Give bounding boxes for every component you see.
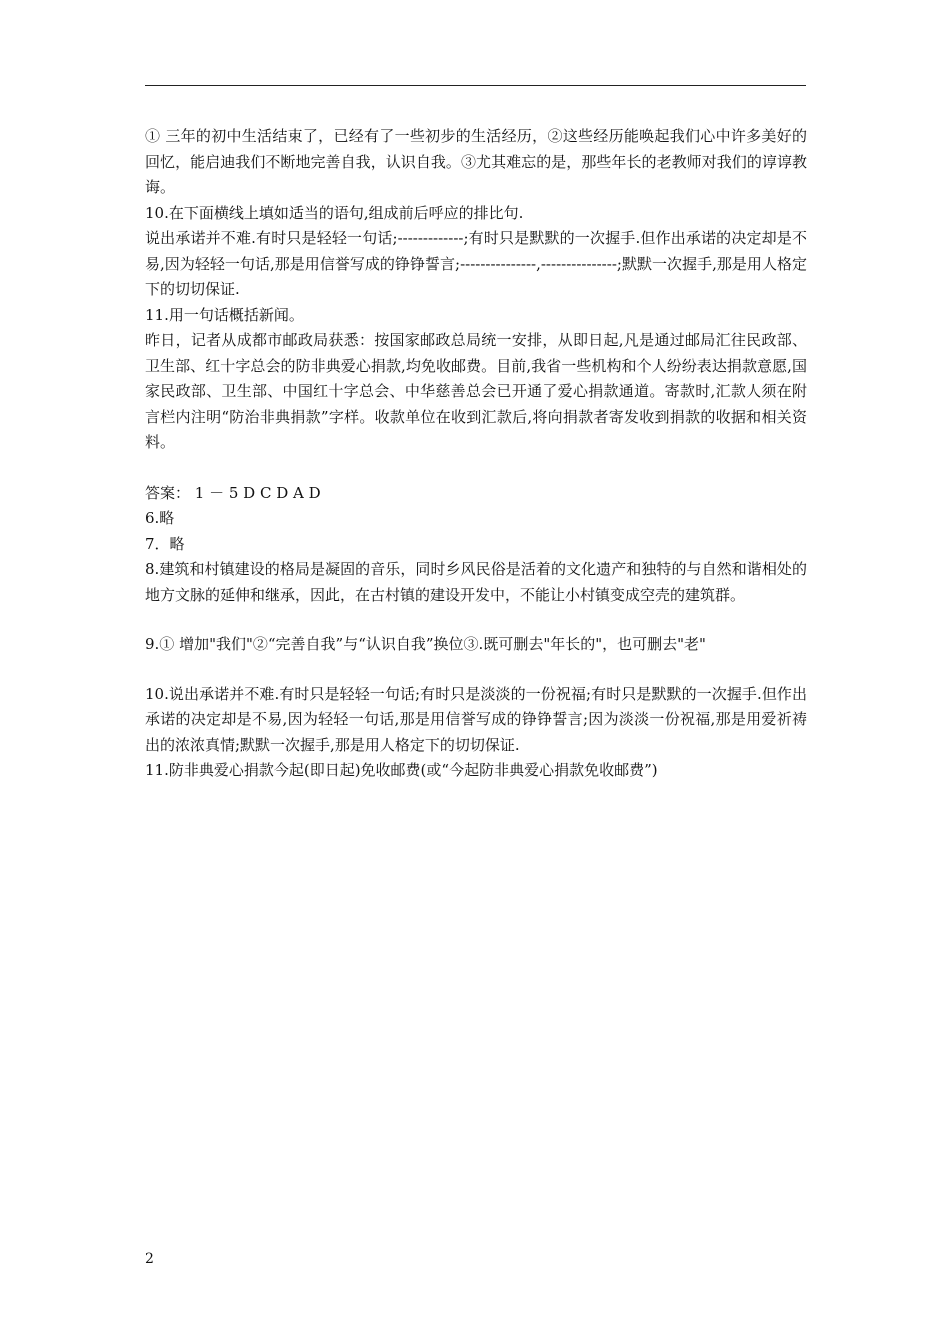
- question-10-prompt: 10.在下面横线上填如适当的语句,组成前后呼应的排比句.: [145, 203, 524, 222]
- answer-7: 7．略: [145, 534, 185, 553]
- document-body: [145, 124, 807, 784]
- question-10-body: 说出承诺并不难.有时只是轻轻一句话;-------------;有时只是默默的一次握手.但作出承诺的决定却是不易,因为轻轻一句话,那是用信誉写成的铮铮誓言;---------------,---------------;默默一次握手,那是用人格定下的切切保证.: [145, 229, 807, 298]
- answer-10: 10.说出承诺并不难.有时只是轻轻一句话;有时只是淡淡的一份祝福;有时只是默默的一次握手.但作出承诺的决定却是不易,因为轻轻一句话,那是用信誉写成的铮铮誓言;因为淡淡一份祝福,那是用爱祈祷出的浓浓真情;默默一次握手,那是用人格定下的切切保证.: [145, 684, 807, 754]
- page-number: 2: [145, 1251, 154, 1267]
- spacer: [145, 658, 807, 682]
- answer-6: 6.略: [145, 509, 175, 527]
- answer-11: 11.防非典爱心捐款今起(即日起)免收邮费(或“今起防非典爱心捐款免收邮费”): [145, 761, 658, 779]
- spacer: [145, 456, 807, 481]
- question-11-body: 昨日，记者从成都市邮政局获悉：按国家邮政总局统一安排，从即日起,凡是通过邮局汇往民政部、卫生部、红十字总会的防非典爱心捐款,均免收邮费。目前,我省一些机构和个人纷纷表达捐款意愿,国家民政部、卫生部、中国红十字总会、中华慈善总会已开通了爱心捐款通道。寄款时,汇款人须在附言栏内注明“防治非典捐款”字样。收款单位在收到汇款后,将向捐款者寄发收到捐款的收据和相关资料。: [145, 331, 807, 451]
- spacer: [145, 608, 807, 632]
- header-rule: [145, 85, 806, 86]
- question-11-prompt: 11.用一句话概括新闻。: [145, 305, 304, 324]
- answer-9: 9.① 增加"我们"②“完善自我”与“认识自我”换位③.既可删去"年长的"，也可删去"老": [145, 635, 706, 653]
- answer-8: 8.建筑和村镇建设的格局是凝固的音乐，同时乡风民俗是活着的文化遗产和独特的与自然和谐相处的地方文脉的延伸和继承，因此，在古村镇的建设开发中，不能让小村镇变成空壳的建筑群。: [145, 560, 807, 604]
- section9-text: ① 三年的初中生活结束了，已经有了一些初步的生活经历，②这些经历能唤起我们心中许多美好的回忆，能启迪我们不断地完善自我，认识自我。③尤其难忘的是，那些年长的老教师对我们的谆谆教诲。: [145, 127, 807, 196]
- answers-1-5: 答案： 1 － 5 D C D A D: [145, 483, 321, 502]
